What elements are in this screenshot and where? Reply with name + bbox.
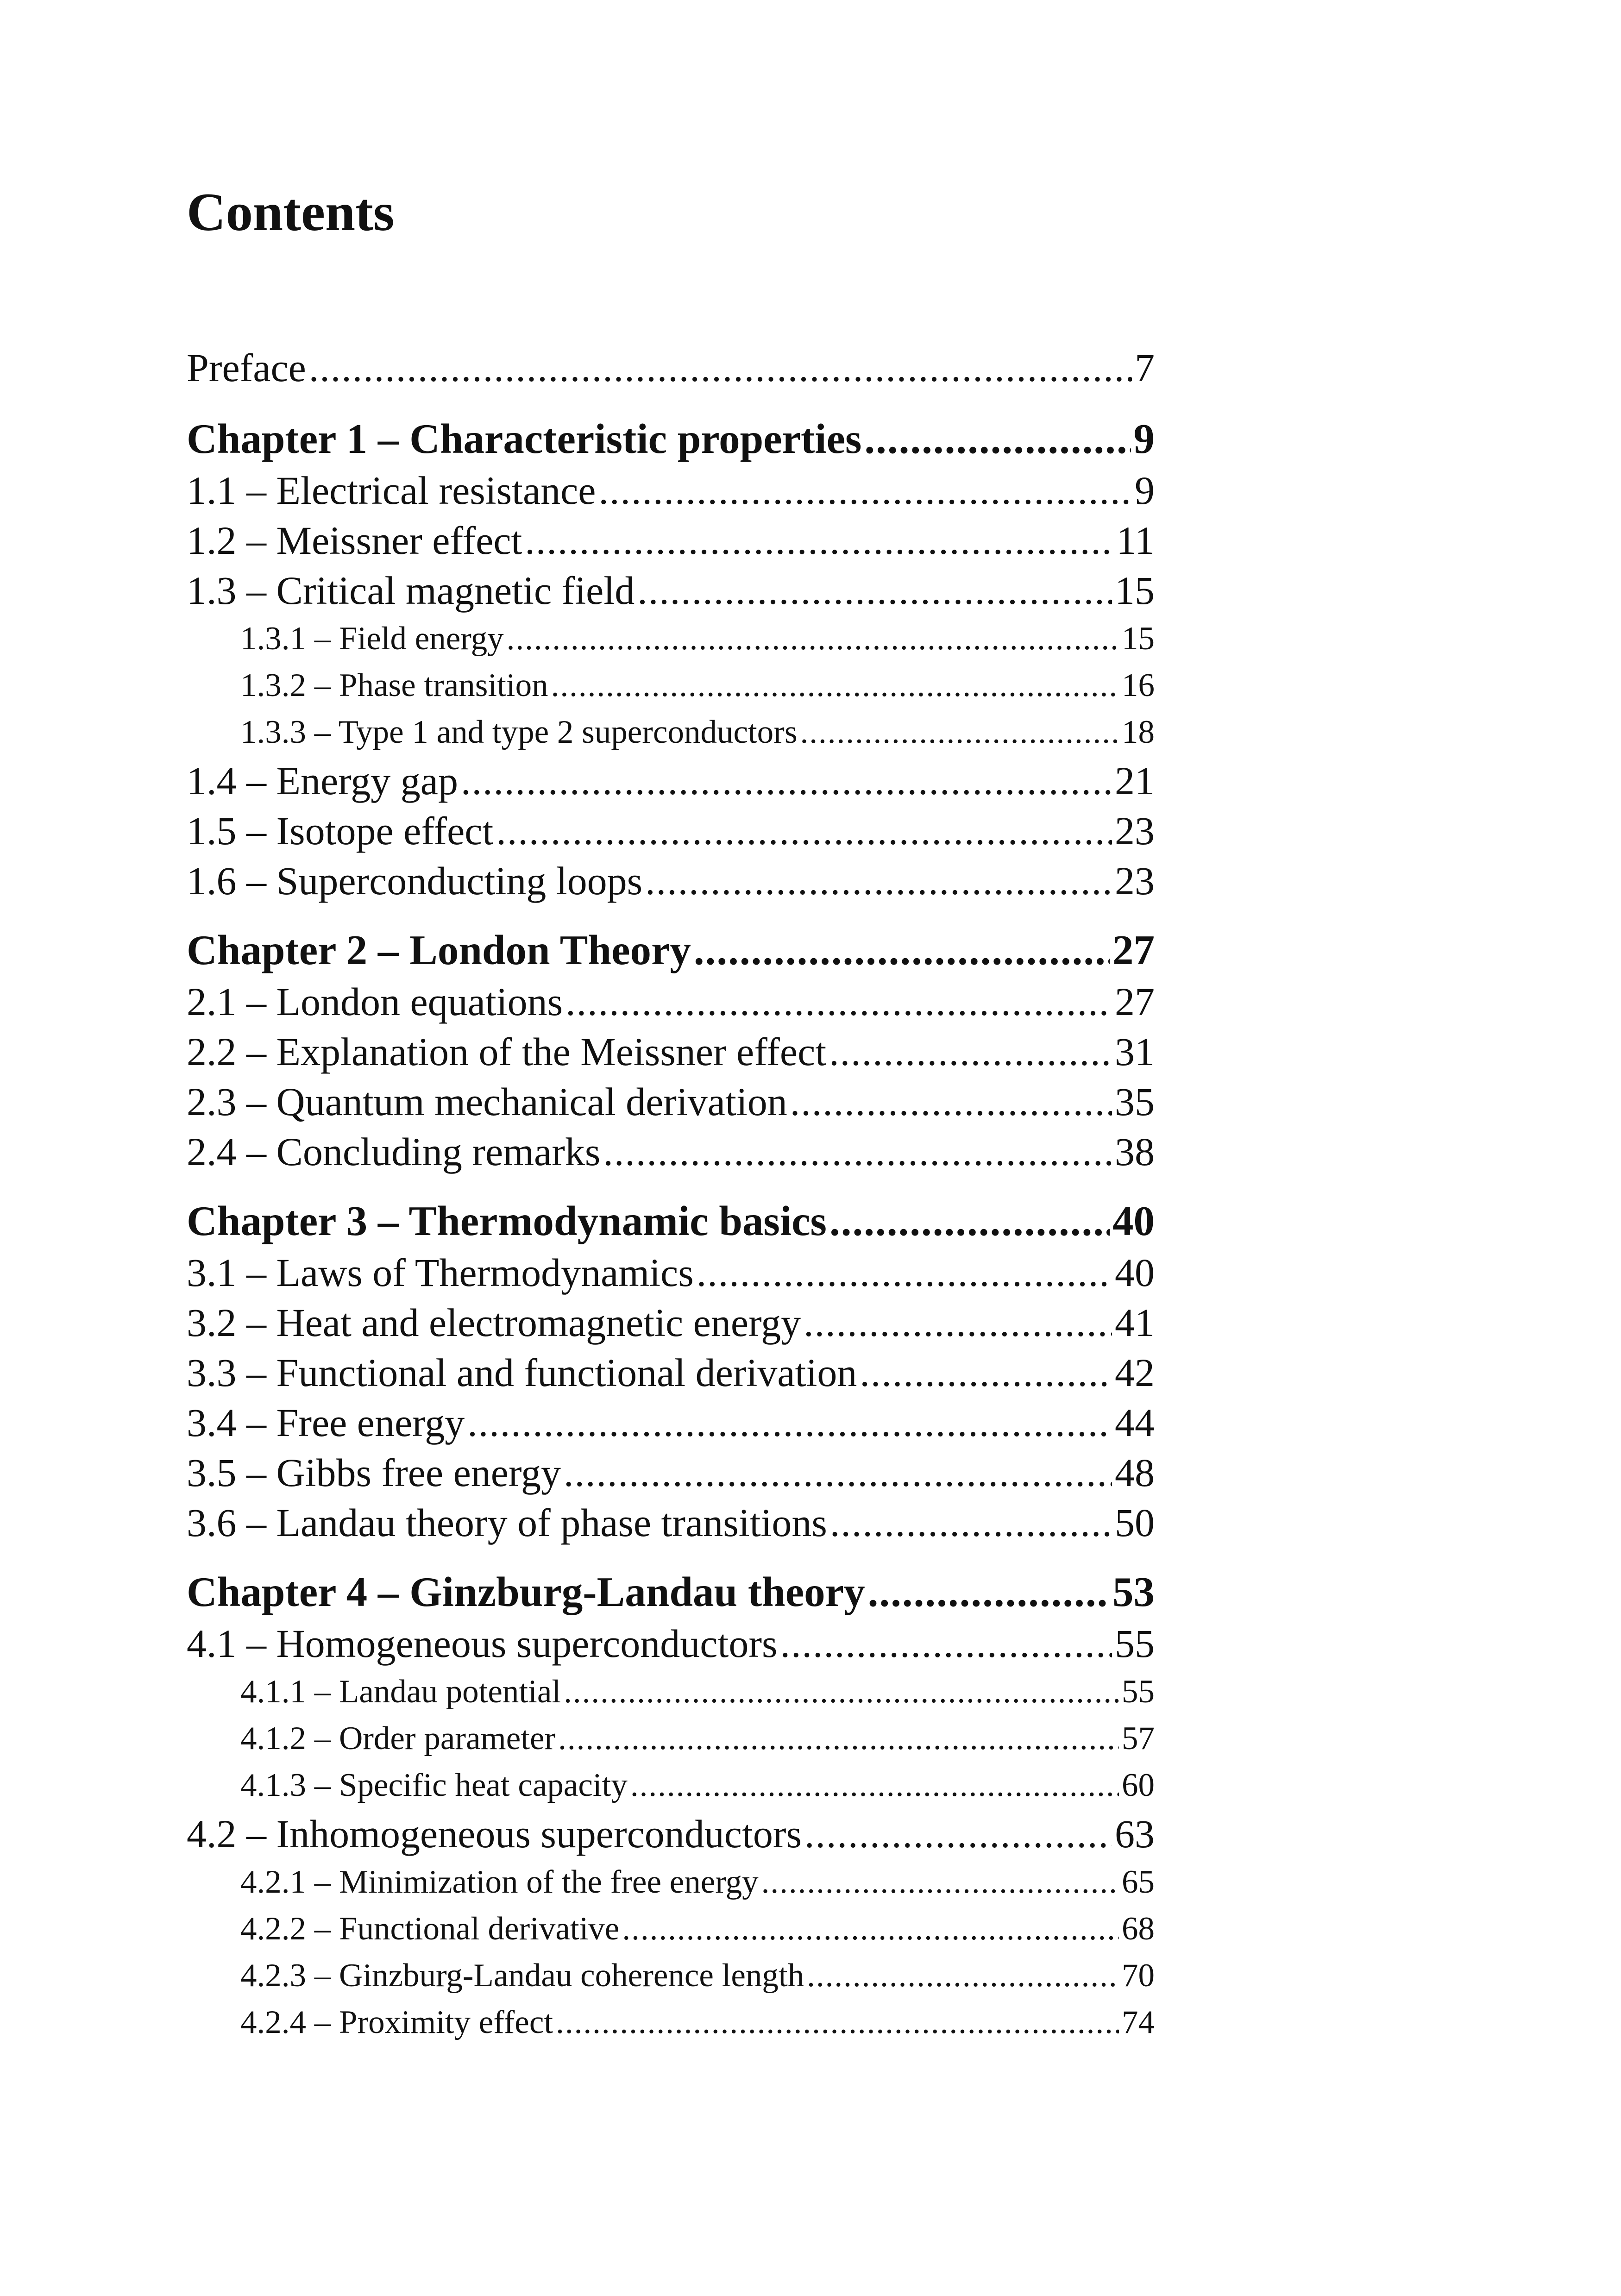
toc-entry-page-number: 53 bbox=[1112, 1568, 1155, 1615]
toc-entry-section[interactable] bbox=[187, 565, 1155, 615]
dot-leader bbox=[525, 515, 1113, 565]
toc-entry-section[interactable] bbox=[187, 1348, 1155, 1398]
toc-entry-sub[interactable] bbox=[187, 1952, 1155, 1999]
toc-entry-page-number: 55 bbox=[1115, 1621, 1155, 1666]
toc-entry-label: Chapter 3 – Thermodynamic basics bbox=[187, 1198, 827, 1244]
toc-entry-label: 1.3.1 – Field energy bbox=[240, 621, 504, 657]
toc-entry-page-number: 40 bbox=[1112, 1198, 1155, 1244]
toc-entry-preface[interactable] bbox=[187, 343, 1155, 393]
toc-entry-page-number: 15 bbox=[1115, 568, 1155, 613]
toc-entry-page-number: 40 bbox=[1115, 1250, 1155, 1295]
toc-entry-page-number: 65 bbox=[1122, 1864, 1155, 1900]
toc-entry-sub[interactable] bbox=[187, 1715, 1155, 1762]
toc-entry-section[interactable] bbox=[187, 1448, 1155, 1498]
toc-entry-sub[interactable] bbox=[187, 1762, 1155, 1809]
toc-entry-label: 1.5 – Isotope effect bbox=[187, 809, 494, 853]
toc-entry-page-number: 9 bbox=[1135, 468, 1155, 513]
toc-entry-page-number: 50 bbox=[1115, 1500, 1155, 1545]
toc-entry-label: 4.2.3 – Ginzburg-Landau coherence length bbox=[240, 1957, 804, 1994]
toc-entry-section[interactable] bbox=[187, 806, 1155, 856]
toc-entry-label: 3.2 – Heat and electromagnetic energy bbox=[187, 1300, 801, 1345]
toc-entry-page-number: 35 bbox=[1115, 1079, 1155, 1124]
toc-entry-page-number: 27 bbox=[1112, 927, 1155, 973]
toc-entry-label: 4.1.1 – Landau potential bbox=[240, 1674, 561, 1710]
dot-leader bbox=[603, 1127, 1112, 1177]
toc-entry-page-number: 7 bbox=[1135, 345, 1155, 390]
toc-entry-label: Chapter 2 – London Theory bbox=[187, 927, 691, 973]
dot-leader bbox=[645, 856, 1112, 906]
dot-leader bbox=[761, 1859, 1119, 1906]
toc-entry-sub[interactable] bbox=[187, 1999, 1155, 2046]
toc-entry-label: Preface bbox=[187, 345, 306, 390]
dot-leader bbox=[830, 1498, 1112, 1548]
toc-entry-page-number: 18 bbox=[1122, 714, 1155, 750]
dot-leader bbox=[564, 1669, 1119, 1715]
toc-entry-label: 1.4 – Energy gap bbox=[187, 759, 458, 803]
toc-entry-label: 1.6 – Superconducting loops bbox=[187, 859, 643, 903]
toc-entry-page-number: 55 bbox=[1122, 1674, 1155, 1710]
toc-entry-sub[interactable] bbox=[187, 709, 1155, 756]
toc-entry-page-number: 63 bbox=[1115, 1812, 1155, 1856]
toc-entry-sub[interactable] bbox=[187, 1906, 1155, 1952]
toc-entry-page-number: 48 bbox=[1115, 1450, 1155, 1495]
dot-leader bbox=[860, 1348, 1112, 1398]
toc-entry-page-number: 23 bbox=[1115, 859, 1155, 903]
dot-leader bbox=[622, 1906, 1119, 1952]
toc-entry-label: 4.2.1 – Minimization of the free energy bbox=[240, 1864, 759, 1900]
toc-entry-page-number: 31 bbox=[1115, 1029, 1155, 1074]
toc-entry-chapter[interactable] bbox=[187, 412, 1155, 465]
dot-leader bbox=[564, 1448, 1112, 1498]
dot-leader bbox=[630, 1762, 1119, 1809]
dot-leader bbox=[807, 1952, 1119, 1999]
toc-entry-page-number: 27 bbox=[1115, 979, 1155, 1024]
toc-entry-section[interactable] bbox=[187, 1398, 1155, 1448]
toc-entry-label: Chapter 1 – Characteristic properties bbox=[187, 415, 862, 462]
dot-leader bbox=[829, 1194, 1110, 1248]
toc-entry-section[interactable] bbox=[187, 1618, 1155, 1669]
toc-entry-chapter[interactable] bbox=[187, 1565, 1155, 1618]
toc-entry-section[interactable] bbox=[187, 1027, 1155, 1077]
toc-entry-page-number: 15 bbox=[1122, 621, 1155, 657]
toc-entry-page-number: 41 bbox=[1115, 1300, 1155, 1345]
toc-entry-label: 1.3.2 – Phase transition bbox=[240, 667, 548, 703]
toc-entry-chapter[interactable] bbox=[187, 1194, 1155, 1248]
dot-leader bbox=[507, 615, 1119, 662]
dot-leader bbox=[461, 756, 1112, 806]
toc-entry-page-number: 68 bbox=[1122, 1911, 1155, 1947]
toc-entry-section[interactable] bbox=[187, 1298, 1155, 1348]
toc-entry-label: 4.2.4 – Proximity effect bbox=[240, 2004, 553, 2040]
toc-entry-page-number: 70 bbox=[1122, 1957, 1155, 1994]
dot-leader bbox=[804, 1298, 1112, 1348]
toc-entry-label: 1.1 – Electrical resistance bbox=[187, 468, 596, 513]
dot-leader bbox=[697, 1248, 1112, 1298]
toc-entry-page-number: 11 bbox=[1116, 518, 1155, 563]
toc-entry-label: 2.1 – London equations bbox=[187, 979, 563, 1024]
dot-leader bbox=[804, 1809, 1112, 1859]
toc-entry-page-number: 44 bbox=[1115, 1400, 1155, 1445]
dot-leader bbox=[496, 806, 1112, 856]
toc-entry-section[interactable] bbox=[187, 1248, 1155, 1298]
toc-entry-sub[interactable] bbox=[187, 662, 1155, 709]
toc-entry-sub[interactable] bbox=[187, 1859, 1155, 1906]
toc-entry-page-number: 9 bbox=[1133, 415, 1155, 462]
dot-leader bbox=[864, 412, 1131, 465]
toc-entry-label: 1.3 – Critical magnetic field bbox=[187, 568, 635, 613]
toc-entry-chapter[interactable] bbox=[187, 923, 1155, 977]
toc-entry-section[interactable] bbox=[187, 465, 1155, 515]
dot-leader bbox=[551, 662, 1119, 709]
toc-entry-page-number: 42 bbox=[1115, 1350, 1155, 1395]
toc-entry-page-number: 57 bbox=[1122, 1720, 1155, 1757]
toc-entry-label: 3.1 – Laws of Thermodynamics bbox=[187, 1250, 694, 1295]
toc-entry-section[interactable] bbox=[187, 856, 1155, 906]
toc-entry-label: 3.3 – Functional and functional derivation bbox=[187, 1350, 857, 1395]
toc-entry-label: 3.5 – Gibbs free energy bbox=[187, 1450, 561, 1495]
toc-entry-page-number: 16 bbox=[1122, 667, 1155, 703]
dot-leader bbox=[598, 465, 1132, 515]
dot-leader bbox=[637, 565, 1112, 615]
toc-entry-sub[interactable] bbox=[187, 1669, 1155, 1715]
dot-leader bbox=[558, 1715, 1119, 1762]
toc-entry-page-number: 21 bbox=[1115, 759, 1155, 803]
dot-leader bbox=[556, 1999, 1119, 2046]
toc-entry-label: 2.4 – Concluding remarks bbox=[187, 1129, 601, 1174]
dot-leader bbox=[790, 1077, 1112, 1127]
toc-entry-page-number: 23 bbox=[1115, 809, 1155, 853]
toc-entry-label: Chapter 4 – Ginzburg-Landau theory bbox=[187, 1568, 865, 1615]
dot-leader bbox=[829, 1027, 1112, 1077]
toc-entry-label: 4.2 – Inhomogeneous superconductors bbox=[187, 1812, 802, 1856]
page-title: Contents bbox=[187, 182, 395, 242]
dot-leader bbox=[467, 1398, 1112, 1448]
table-of-contents bbox=[187, 343, 1155, 2046]
toc-entry-label: 4.1.3 – Specific heat capacity bbox=[240, 1767, 628, 1803]
dot-leader bbox=[800, 709, 1119, 756]
dot-leader bbox=[565, 977, 1112, 1027]
toc-entry-section[interactable] bbox=[187, 1809, 1155, 1859]
toc-entry-section[interactable] bbox=[187, 756, 1155, 806]
toc-entry-page-number: 60 bbox=[1122, 1767, 1155, 1803]
dot-leader bbox=[868, 1565, 1110, 1618]
toc-entry-section[interactable] bbox=[187, 1077, 1155, 1127]
toc-entry-sub[interactable] bbox=[187, 615, 1155, 662]
toc-entry-section[interactable] bbox=[187, 515, 1155, 565]
toc-entry-section[interactable] bbox=[187, 977, 1155, 1027]
toc-entry-label: 2.2 – Explanation of the Meissner effect bbox=[187, 1029, 827, 1074]
toc-entry-label: 1.2 – Meissner effect bbox=[187, 518, 522, 563]
toc-entry-page-number: 74 bbox=[1122, 2004, 1155, 2040]
toc-entry-label: 3.4 – Free energy bbox=[187, 1400, 465, 1445]
dot-leader bbox=[780, 1618, 1112, 1669]
toc-entry-section[interactable] bbox=[187, 1498, 1155, 1548]
dot-leader bbox=[694, 923, 1110, 977]
toc-entry-label: 1.3.3 – Type 1 and type 2 superconductors bbox=[240, 714, 798, 750]
toc-entry-label: 3.6 – Landau theory of phase transitions bbox=[187, 1500, 827, 1545]
toc-entry-label: 4.1.2 – Order parameter bbox=[240, 1720, 556, 1757]
toc-entry-label: 4.1 – Homogeneous superconductors bbox=[187, 1621, 778, 1666]
toc-entry-section[interactable] bbox=[187, 1127, 1155, 1177]
toc-entry-label: 4.2.2 – Functional derivative bbox=[240, 1911, 620, 1947]
toc-entry-label: 2.3 – Quantum mechanical derivation bbox=[187, 1079, 787, 1124]
dot-leader bbox=[309, 343, 1132, 393]
toc-entry-page-number: 38 bbox=[1115, 1129, 1155, 1174]
